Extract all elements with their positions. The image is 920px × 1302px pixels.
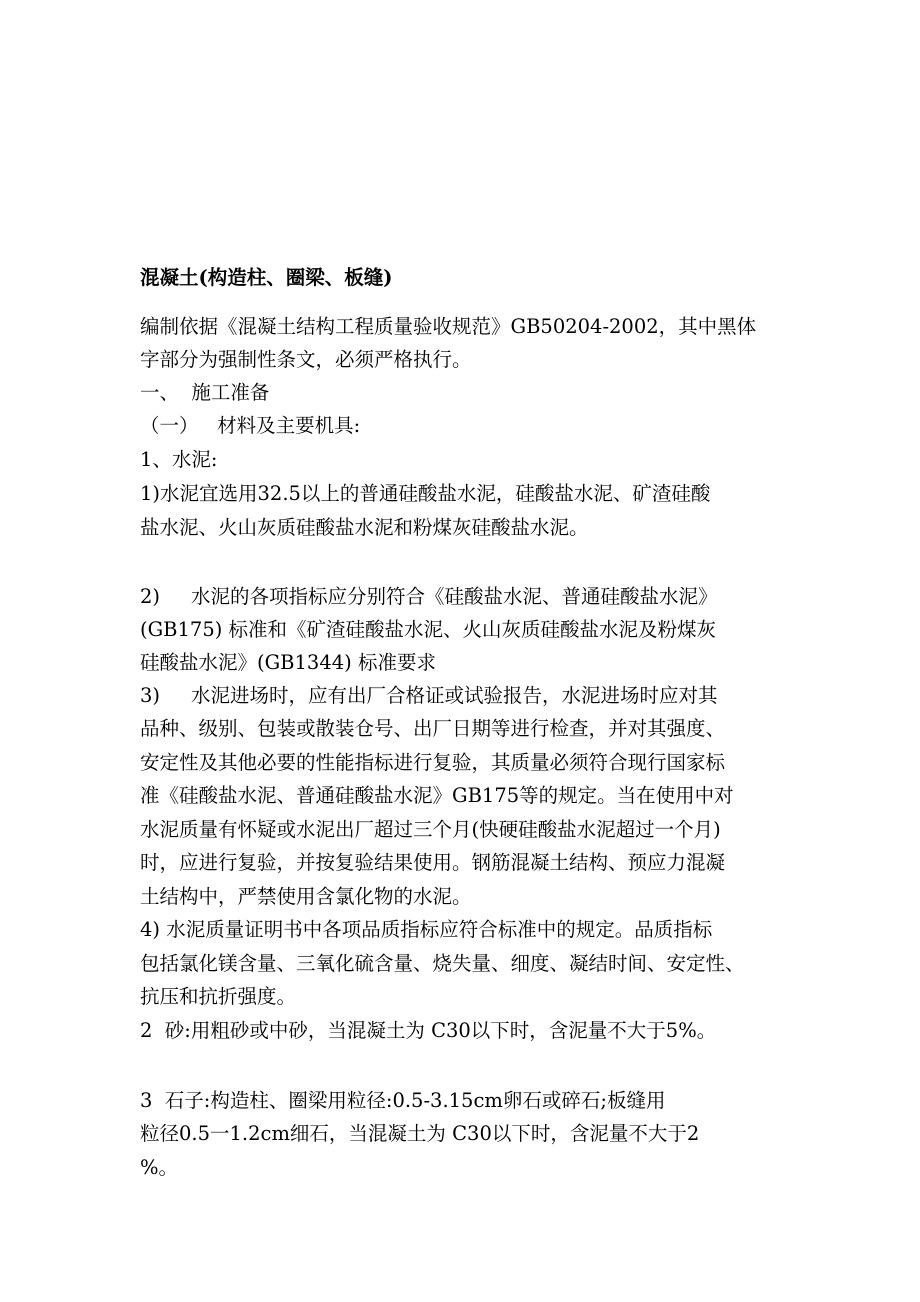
text-line: 包括氯化镁含量、三氧化硫含量、烧失量、细度、凝结时间、安定性、 <box>140 952 745 975</box>
text-line: (GB175) 标准和《矿渣硅酸盐水泥、火山灰质硅酸盐水泥及粉煤灰 <box>140 618 717 641</box>
text-line: 粒径0.5一1.2cm细石，当混凝土为 C30以下时，含泥量不大于2 <box>140 1122 700 1145</box>
text-line: 品种、级别、包装或散装仓号、出厂日期等进行检查，并对其强度、 <box>140 717 726 740</box>
text-line: 编制依据《混凝土结构工程质量验收规范》GB50204-2002，其中黑体 <box>140 315 757 338</box>
text-line: 安定性及其他必要的性能指标进行复验，其质量必须符合现行国家标 <box>140 751 726 774</box>
text-line: 准《硅酸盐水泥、普通硅酸盐水泥》GB175等的规定。当在使用中对 <box>140 784 734 807</box>
text-line: 土结构中，严禁使用含氯化物的水泥。 <box>140 885 472 908</box>
text-line: %。 <box>140 1156 179 1179</box>
subsection-heading: （一） 材料及主要机具: <box>140 414 361 437</box>
text-line: 水泥质量有怀疑或水泥出厂超过三个月(快硬硅酸盐水泥超过一个月) <box>140 818 721 841</box>
text-line: 3) 水泥进场时，应有出厂合格证或试验报告，水泥进场时应对其 <box>140 684 718 707</box>
text-line: 4) 水泥质量证明书中各项品质指标应符合标准中的规定。品质指标 <box>140 918 713 941</box>
text-line: 盐水泥、火山灰质硅酸盐水泥和粉煤灰硅酸盐水泥。 <box>140 516 589 539</box>
section-heading: 一、 施工准备 <box>140 381 270 404</box>
text-line: 硅酸盐水泥》(GB1344) 标准要求 <box>140 651 436 674</box>
text-line: 2) 水泥的各项指标应分别符合《硅酸盐水泥、普通硅酸盐水泥》 <box>140 585 718 608</box>
text-line: 3 石子:构造柱、圈梁用粒径:0.5-3.15cm卵石或碎石;板缝用 <box>140 1089 666 1112</box>
text-line: 2 砂:用粗砂或中砂，当混凝土为 C30以下时，含泥量不大于5%。 <box>140 1019 717 1042</box>
text-line: 1)水泥宜选用32.5以上的普通硅酸盐水泥，硅酸盐水泥、矿渣硅酸 <box>140 482 711 505</box>
text-line: 字部分为强制性条文，必须严格执行。 <box>140 348 472 371</box>
text-line: 时，应进行复验，并按复验结果使用。钢筋混凝土结构、预应力混凝 <box>140 851 726 874</box>
text-line: 抗压和抗折强度。 <box>140 985 297 1008</box>
document-title: 混凝土(构造柱、圈梁、板缝) <box>140 266 393 289</box>
item-heading: 1、水泥: <box>140 448 218 471</box>
